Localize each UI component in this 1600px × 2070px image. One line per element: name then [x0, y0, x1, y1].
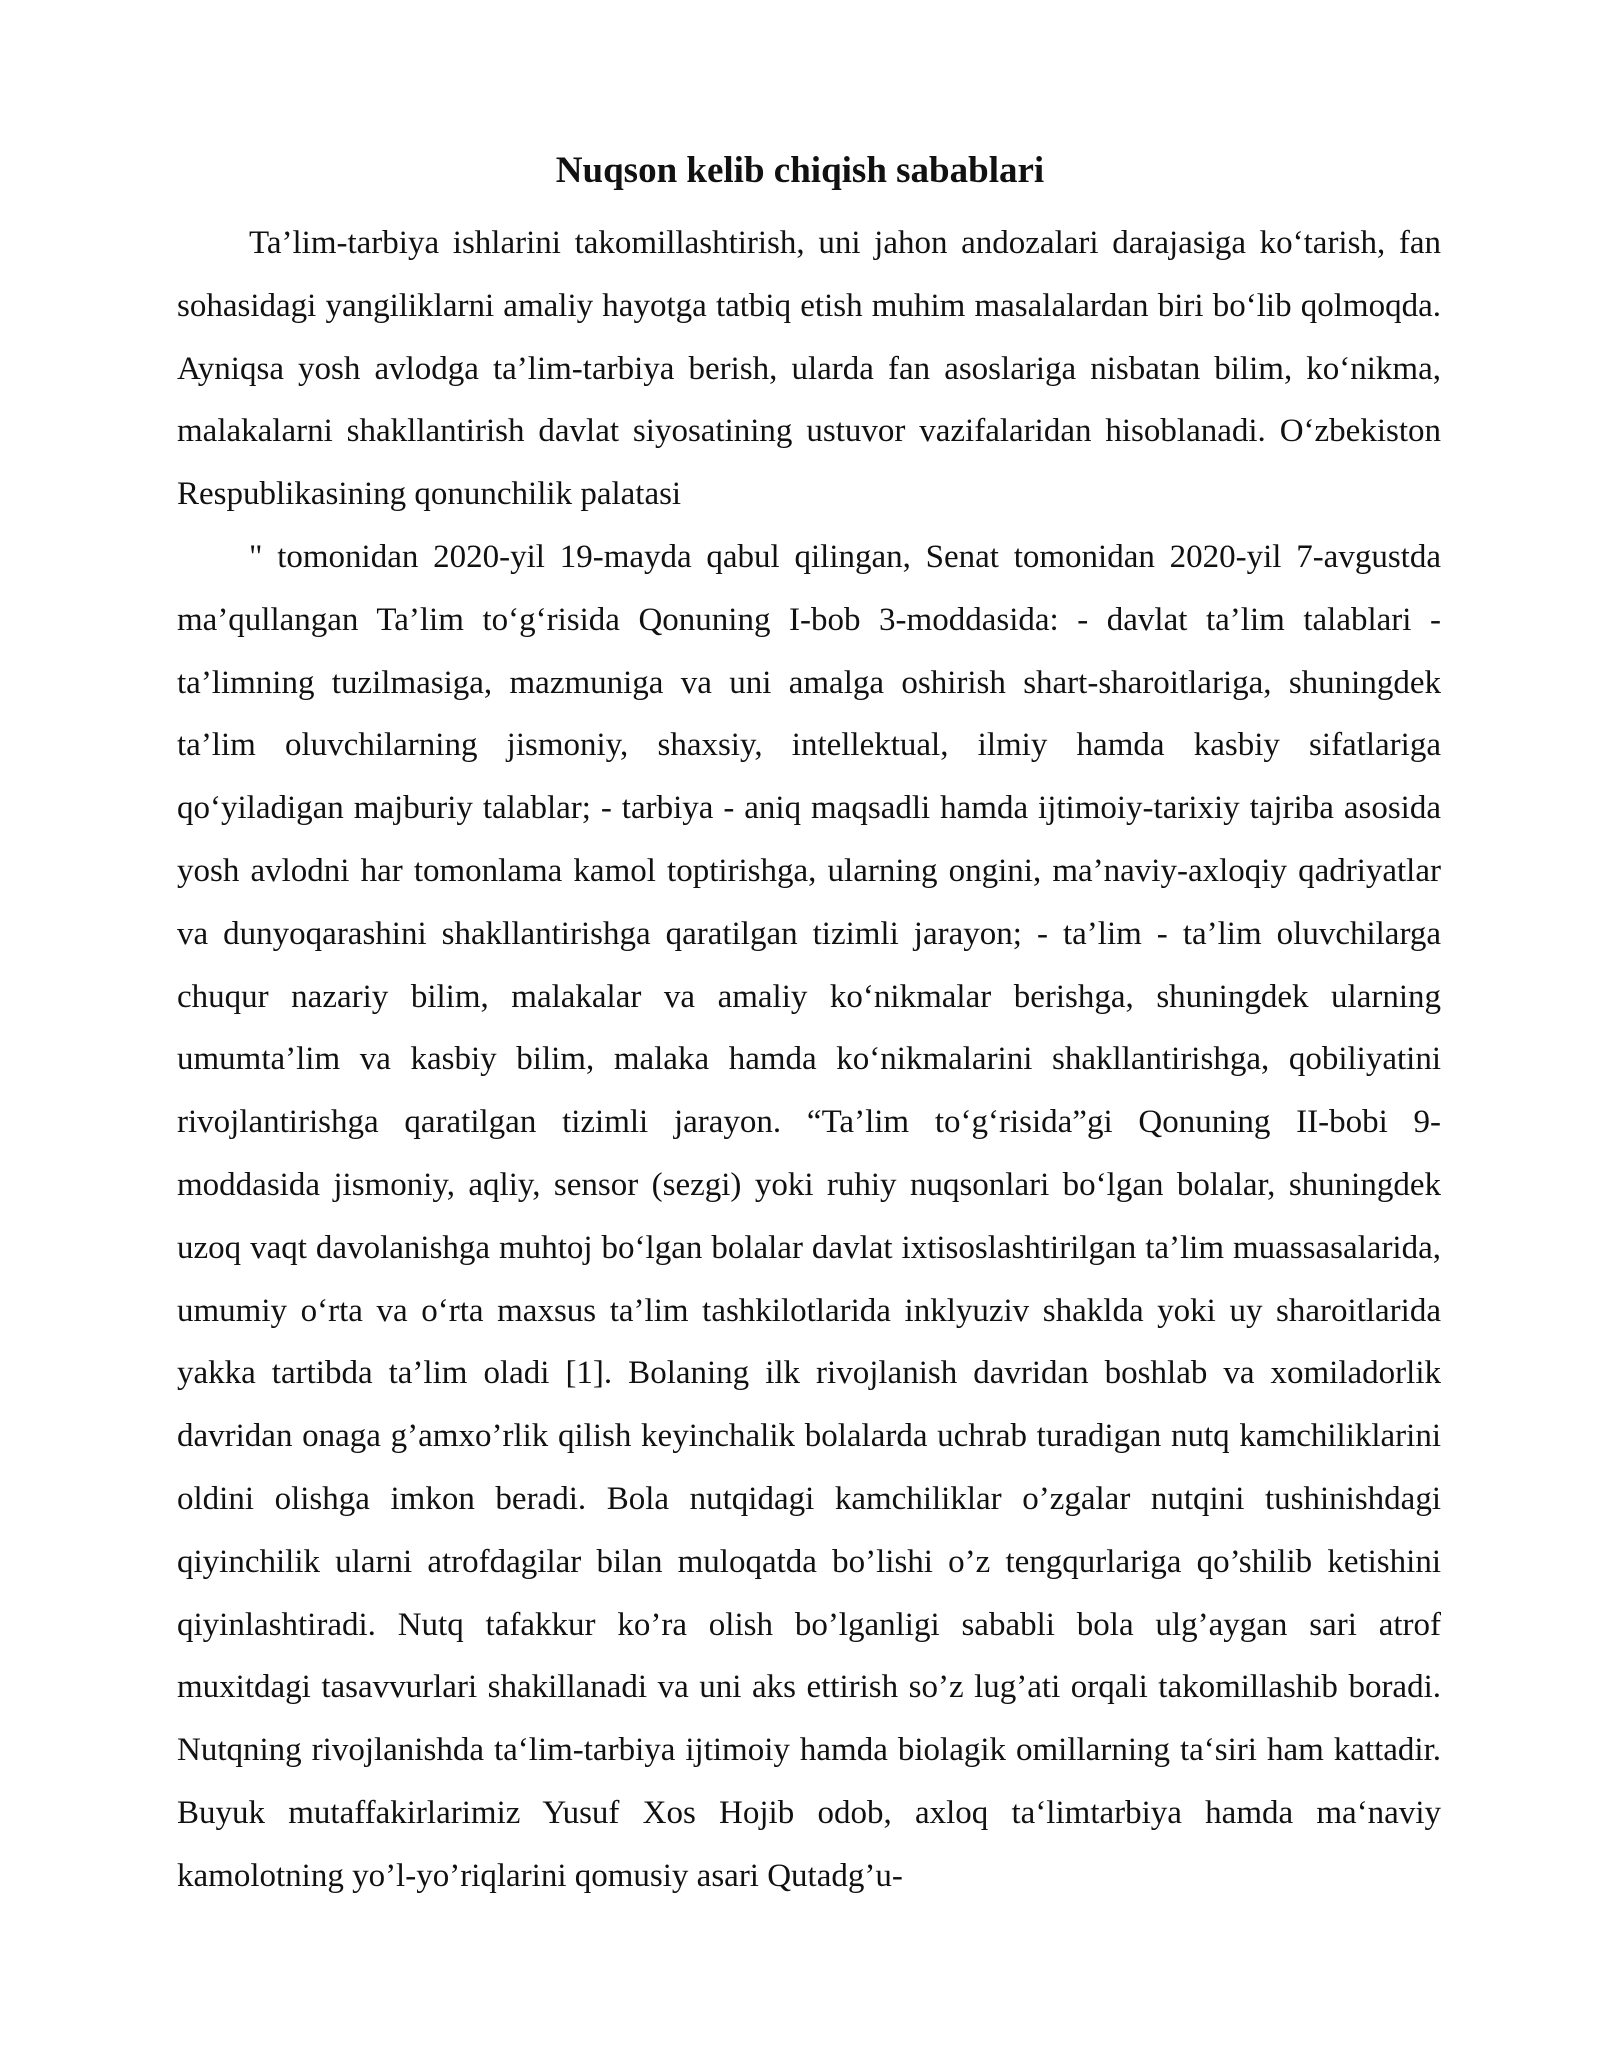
page-title: Nuqson kelib chiqish sabablari [555, 150, 1045, 191]
paragraph: Ta’lim-tarbiya ishlarini takomillashtirish, uni jahon andozalari darajasiga ko‘tarish, fan sohasidagi yangiliklarni amaliy hayotga tatbiq etish muhim masalalardan biri bo‘lib qolmoqda. Ayniqsa yosh avlodga ta’lim-tarbiya berish, ularda fan asoslariga nisbatan bilim, ko‘nikma, malakalarni shakllantirish davlat siyosatining ustuvor vazifalaridan hisoblanadi. O‘zbekiston Respublikasining qonunchilik palatasi [177, 225, 1441, 513]
paragraph: " tomonidan 2020-yil 19-mayda qabul qilingan, Senat tomonidan 2020-yil 7-avgustda ma’qullangan Ta’lim to‘g‘risida Qonuning I-bob 3-moddasida: - davlat ta’lim talablari - ta’limning tuzilmasiga, mazmuniga va uni amalga oshirish shart-sharoitlariga, shuningdek ta’lim oluvchilarning jismoniy, shaxsiy, intellektual, ilmiy hamda kasbiy sifatlariga qo‘yiladigan majburiy talablar; - tarbiya - aniq maqsadli hamda ijtimoiy-tarixiy tajriba asosida yosh avlodni har tomonlama kamol toptirishga, ularning ongini, ma’naviy-axloqiy qadriyatlar va dunyoqarashini shakllantirishga qaratilgan tizimli jarayon; - ta’lim - ta’lim oluvchilarga chuqur nazariy bilim, malakalar va amaliy ko‘nikmalar berishga, shuningdek ularning umumta’lim va kasbiy bilim, malaka hamda ko‘nikmalarini shakllantirishga, qobiliyatini rivojlantirishga qaratilgan tizimli jarayon. “Ta’lim to‘g‘risida”gi Qonuning II-bobi 9-moddasida jismoniy, aqliy, sensor (sezgi) yoki ruhiy nuqsonlari bo‘lgan bolalar, shuningdek uzoq vaqt davolanishga muhtoj bo‘lgan bolalar davlat ixtisoslashtirilgan ta’lim muassasalarida, umumiy o‘rta va o‘rta maxsus ta’lim tashkilotlarida inklyuziv shaklda yoki uy sharoitlarida yakka tartibda ta’lim oladi [1]. Bolaning ilk rivojlanish davridan boshlab va xomiladorlik davridan onaga g’amxo’rlik qilish keyinchalik bolalarda uchrab turadigan nutq kamchiliklarini oldini olishga imkon beradi. Bola nutqidagi kamchiliklar o’zgalar nutqini tushinishdagi qiyinchilik ularni atrofdagilar bilan muloqatda bo’lishi o’z tengqurlariga qo’shilib ketishini qiyinlashtiradi. Nutq tafakkur ko’ra olish bo’lganligi sababli bola ulg’aygan sari atrof muxitdagi tasavvurlari shakillanadi va uni aks ettirish so’z lug’ati orqali takomillashib boradi. Nutqning rivojlanishda ta‘lim-tarbiya ijtimoiy hamda biolagik omillarning ta‘siri ham kattadir. Buyuk mutaffakirlarimiz Yusuf Xos Hojib odob, axloq ta‘limtarbiya hamda ma‘naviy kamolotning yo’l-yo’riqlarini qomusiy asari Qutadg’u- [177, 538, 1441, 1894]
document-body [177, 212, 1441, 1908]
